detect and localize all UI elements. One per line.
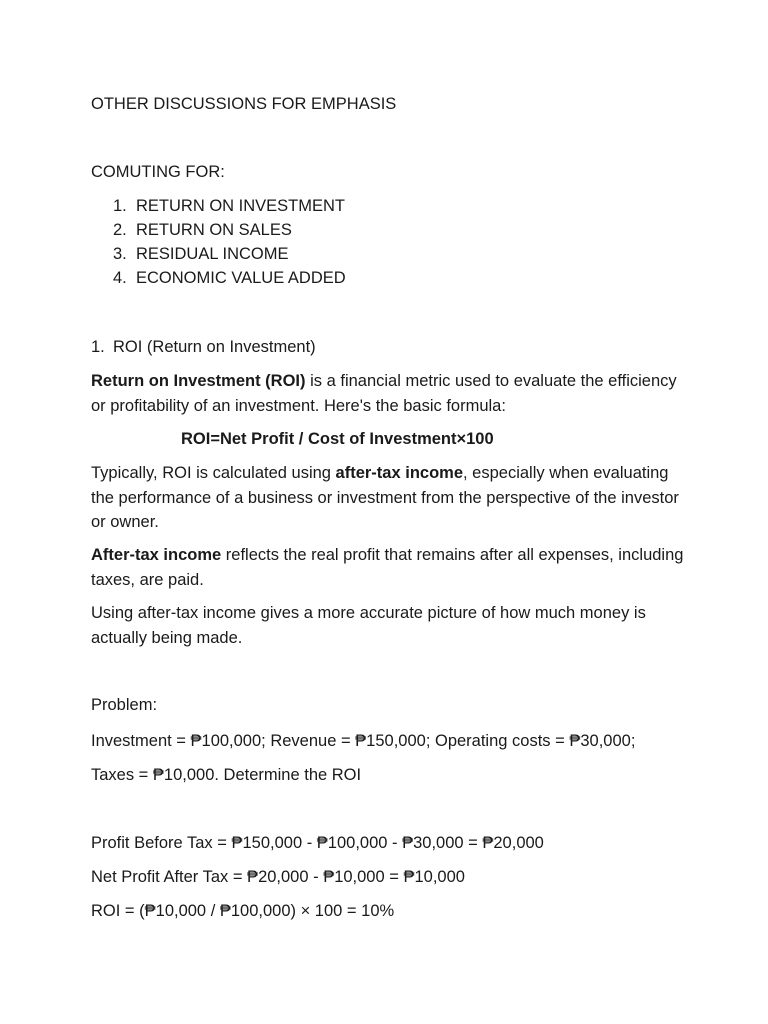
problem-label: Problem: xyxy=(91,696,158,714)
after-tax-term: after-tax income xyxy=(335,464,464,482)
computing-label: COMUTING FOR: xyxy=(91,163,225,181)
page-heading: OTHER DISCUSSIONS FOR EMPHASIS xyxy=(91,95,397,113)
solution-line: Profit Before Tax = ₱150,000 - ₱100,000 - ₱30,000 = ₱20,000 xyxy=(91,834,544,852)
list-number: 3. xyxy=(113,245,127,263)
problem-line: Investment = ₱100,000; Revenue = ₱150,000; Operating costs = ₱30,000; xyxy=(91,732,636,750)
after-tax-text: reflects the real profit that remains after all expenses, including taxes, are paid. xyxy=(91,546,684,589)
list-item xyxy=(113,194,345,218)
list-number: 1. xyxy=(113,197,127,215)
list-number: 4. xyxy=(113,269,127,287)
list-text: ECONOMIC VALUE ADDED xyxy=(136,269,346,287)
section-title: ROI (Return on Investment) xyxy=(113,338,316,356)
list-item xyxy=(113,266,346,290)
list-text: RESIDUAL INCOME xyxy=(136,245,289,263)
after-tax-term: After-tax income xyxy=(91,546,222,564)
roi-term: Return on Investment (ROI) xyxy=(91,372,306,390)
list-item xyxy=(113,242,289,266)
roi-definition xyxy=(91,369,691,418)
solution-line: Net Profit After Tax = ₱20,000 - ₱10,000 = ₱10,000 xyxy=(91,868,465,886)
list-text: RETURN ON SALES xyxy=(136,221,292,239)
roi-definition-text: is a financial metric used to evaluate the efficiency or profitability of an investment. Here's the basic formula: xyxy=(91,372,677,415)
section-number: 1. xyxy=(91,338,105,356)
roi-section-heading xyxy=(91,335,316,359)
list-item xyxy=(113,218,292,242)
typically-paragraph xyxy=(91,461,691,535)
solution-line: ROI = (₱10,000 / ₱100,000) × 100 = 10% xyxy=(91,902,395,920)
after-tax-paragraph xyxy=(91,543,691,592)
problem-line: Taxes = ₱10,000. Determine the ROI xyxy=(91,766,362,784)
typically-pre: Typically, ROI is calculated using xyxy=(91,464,336,482)
roi-formula: ROI=Net Profit / Cost of Investment×100 xyxy=(181,430,494,448)
typically-post: , especially when evaluating the performance of a business or investment from the perspective of the investor or owner. xyxy=(91,464,679,531)
using-paragraph: Using after-tax income gives a more accurate picture of how much money is actually being made. xyxy=(91,604,646,647)
list-number: 2. xyxy=(113,221,127,239)
list-text: RETURN ON INVESTMENT xyxy=(136,197,346,215)
